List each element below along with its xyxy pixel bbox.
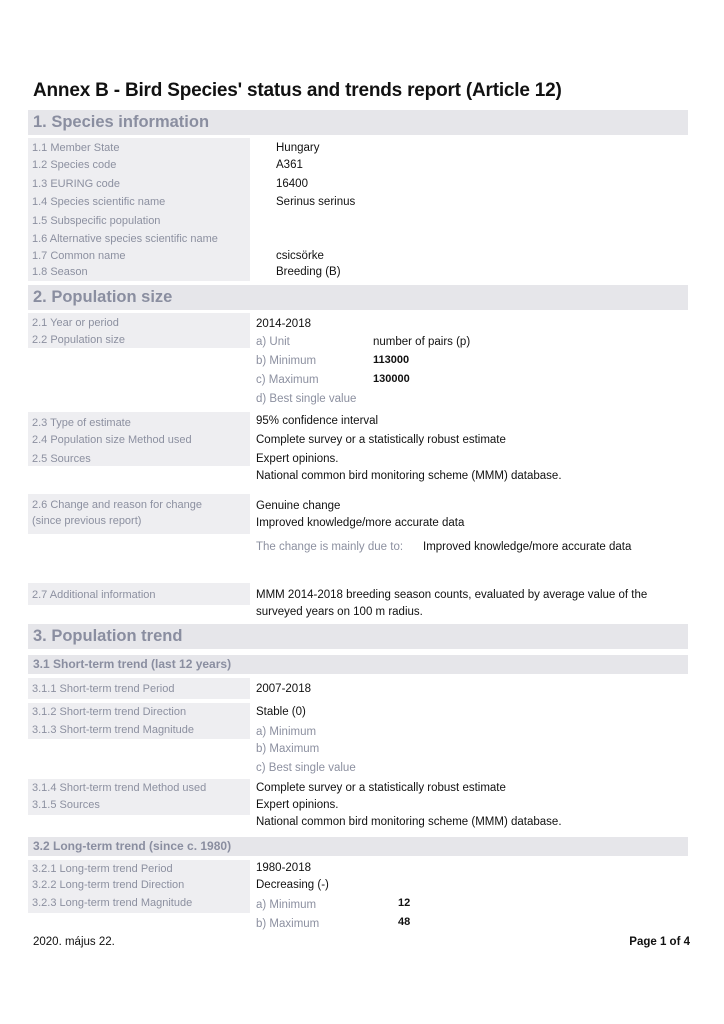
- footer-date: 2020. május 22.: [33, 936, 115, 948]
- long-term-direction-value: Decreasing (-): [256, 879, 329, 891]
- species-code-label: 1.2 Species code: [32, 159, 117, 171]
- change-reason-label: 2.6 Change and reason for change: [32, 499, 203, 511]
- member-state-label: 1.1 Member State: [32, 142, 120, 154]
- common-name-label: 1.7 Common name: [32, 250, 126, 262]
- change-reason-label-2: (since previous report): [32, 515, 142, 527]
- sources-label: 2.5 Sources: [32, 453, 91, 465]
- long-term-maximum-value: 48: [398, 916, 411, 928]
- short-term-sources-line-2: National common bird monitoring scheme (MMM) database.: [256, 816, 562, 828]
- maximum-value: 130000: [373, 373, 410, 385]
- change-mainly-due-label: The change is mainly due to:: [256, 541, 404, 553]
- euring-code-label: 1.3 EURING code: [32, 178, 121, 190]
- unit-value: number of pairs (p): [373, 336, 471, 348]
- best-single-value-label: d) Best single value: [256, 393, 357, 405]
- change-mainly-due-value: Improved knowledge/more accurate data: [423, 541, 632, 553]
- type-of-estimate-label: 2.3 Type of estimate: [32, 417, 131, 429]
- short-term-best-value-label: c) Best single value: [256, 762, 356, 774]
- long-term-magnitude-label: 3.2.3 Long-term trend Magnitude: [32, 897, 193, 909]
- year-period-label: 2.1 Year or period: [32, 317, 119, 329]
- short-term-period-label: 3.1.1 Short-term trend Period: [32, 683, 175, 695]
- season-value: Breeding (B): [276, 266, 341, 278]
- minimum-label: b) Minimum: [256, 355, 317, 367]
- long-term-period-value: 1980-2018: [256, 862, 311, 874]
- long-term-maximum-label: b) Maximum: [256, 918, 320, 930]
- year-period-value: 2014-2018: [256, 318, 311, 330]
- euring-code-value: 16400: [276, 178, 308, 190]
- change-reason-value: Improved knowledge/more accurate data: [256, 517, 465, 529]
- short-term-method-value: Complete survey or a statistically robust estimate: [256, 782, 506, 794]
- sources-line-2: National common bird monitoring scheme (MMM) database.: [256, 470, 562, 482]
- member-state-value: Hungary: [276, 142, 320, 154]
- short-term-method-label: 3.1.4 Short-term trend Method used: [32, 782, 207, 794]
- additional-information-line-1: MMM 2014-2018 breeding season counts, evaluated by average value of the: [256, 589, 648, 601]
- short-term-minimum-label: a) Minimum: [256, 726, 317, 738]
- additional-information-label: 2.7 Additional information: [32, 589, 156, 601]
- document-title: Annex B - Bird Species' status and trends report (Article 12): [33, 80, 562, 101]
- alternative-name-label: 1.6 Alternative species scientific name: [32, 233, 218, 245]
- short-term-magnitude-label: 3.1.3 Short-term trend Magnitude: [32, 724, 195, 736]
- section-heading-population-trend: 3. Population trend: [28, 624, 688, 649]
- type-of-estimate-value: 95% confidence interval: [256, 415, 379, 427]
- maximum-label: c) Maximum: [256, 374, 319, 386]
- scientific-name-value: Serinus serinus: [276, 196, 356, 208]
- short-term-direction-value: Stable (0): [256, 706, 306, 718]
- season-label: 1.8 Season: [32, 266, 88, 278]
- short-term-sources-line-1: Expert opinions.: [256, 799, 339, 811]
- long-term-period-label: 3.2.1 Long-term trend Period: [32, 863, 173, 875]
- footer-page-number: Page 1 of 4: [629, 936, 690, 948]
- method-used-value: Complete survey or a statistically robust estimate: [256, 434, 506, 446]
- subsection-heading-long-term-trend: 3.2 Long-term trend (since c. 1980): [28, 837, 688, 856]
- sources-line-1: Expert opinions.: [256, 453, 339, 465]
- short-term-direction-label: 3.1.2 Short-term trend Direction: [32, 706, 187, 718]
- long-term-direction-label: 3.2.2 Long-term trend Direction: [32, 879, 185, 891]
- subsection-heading-short-term-trend: 3.1 Short-term trend (last 12 years): [28, 655, 688, 674]
- minimum-value: 113000: [373, 354, 410, 366]
- short-term-period-value: 2007-2018: [256, 683, 311, 695]
- additional-information-line-2: surveyed years on 100 m radius.: [256, 606, 423, 618]
- long-term-minimum-value: 12: [398, 897, 411, 909]
- scientific-name-label: 1.4 Species scientific name: [32, 196, 166, 208]
- species-code-value: A361: [276, 159, 303, 171]
- short-term-sources-label: 3.1.5 Sources: [32, 799, 100, 811]
- short-term-maximum-label: b) Maximum: [256, 743, 320, 755]
- long-term-minimum-label: a) Minimum: [256, 899, 317, 911]
- section-heading-species-information: 1. Species information: [28, 110, 688, 135]
- subspecific-population-label: 1.5 Subspecific population: [32, 215, 161, 227]
- section-heading-population-size: 2. Population size: [28, 285, 688, 310]
- population-size-label: 2.2 Population size: [32, 334, 125, 346]
- common-name-value: csicsörke: [276, 250, 324, 262]
- unit-label: a) Unit: [256, 336, 290, 348]
- change-value: Genuine change: [256, 500, 341, 512]
- method-used-label: 2.4 Population size Method used: [32, 434, 192, 446]
